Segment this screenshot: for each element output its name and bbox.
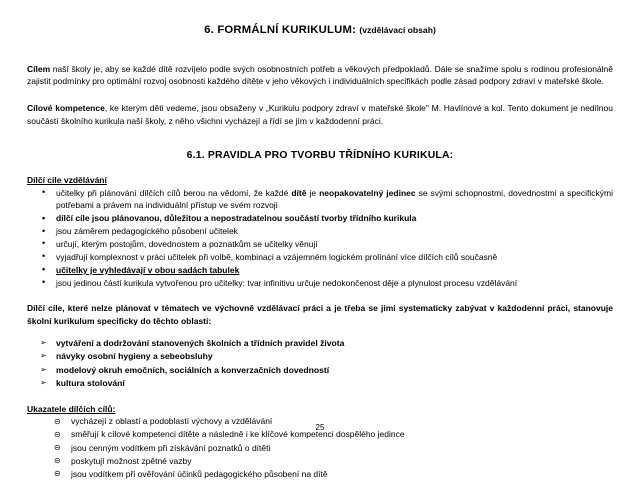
list-item-text: kultura stolování	[56, 377, 125, 388]
areas-list	[27, 337, 613, 390]
page-title	[27, 24, 613, 38]
list-item-text: modelový okruh emočních, sociálních a konverzačních dovedností	[56, 364, 330, 375]
list-item	[27, 468, 613, 481]
list-item	[27, 238, 613, 250]
list-item-text: učitelky při plánování dílčích cílů berou na vědomí, že každé	[56, 187, 292, 198]
partial-goals-list	[27, 187, 613, 290]
list-item-text: se svými schopnostmi, dovednostmi a specifickými potřebami a právem na individuální přístup ve svém rozvoji	[56, 187, 613, 211]
middle-paragraph: Dílčí cíle, které nelze plánovat v tématech ve výchovně vzdělávací práci a je třeba se jimi systematicky zabývat v každodenní práci, stanovuje školní kurikulum specificky do těchto oblastí:	[27, 303, 613, 327]
page-title-subtitle: (vzdělávací obsah)	[359, 25, 436, 35]
list-item	[27, 187, 613, 212]
page-number: 25	[315, 423, 325, 432]
list-item-text: jsou záměrem pedagogického působení učitelek	[56, 226, 238, 236]
list-item	[27, 277, 613, 289]
list-item-text: vytváření a dodržování stanovených školních a třídních pravidel života	[56, 337, 345, 348]
list-item-text: neopakovatelný jedinec	[319, 187, 416, 198]
list-item	[27, 337, 613, 350]
list-item-text: dílčí cíle jsou plánovanou, důležitou a nepostradatelnou součástí tvorby třídního kurikula	[56, 213, 417, 224]
intro-paragraph-body: naší školy je, aby se každé dítě rozvíjelo podle svých osobnostních potřeb a věkových předpokladů. Dále se snažíme spolu s rodinou profesionálně zajistit podmínky pro optimální rozvoj osobnosti každého dítěte v jeho věkových i individuálních specifikách podle zásad podpory zdraví v mateřské škole.	[27, 63, 613, 87]
competences-paragraph	[27, 102, 613, 128]
subheading-indicators: Ukazatele dílčích cílů:	[27, 404, 116, 415]
list-item-text: návyky osobní hygieny a sebeobsluhy	[56, 351, 213, 362]
subheading-partial-goals: Dílčí cíle vzdělávání	[27, 174, 107, 185]
intro-paragraph	[27, 63, 613, 89]
list-item-text: určují, kterým postojům, dovednostem a poznatkům se učitelky věnují	[56, 238, 318, 249]
competences-paragraph-body: , ke kterým děti vedeme, jsou obsaženy v „Kurikulu podpory zdraví v mateřské škole" M. Havlínové a kol. Tento dokument je nedílnou součástí školního kurikula naší školy, z něho všichni vycházejí a řídí se jím v každodenní práci.	[27, 103, 613, 126]
list-item-text: poskytují možnost zpětné vazby	[71, 455, 192, 466]
list-item	[27, 455, 613, 468]
list-item-text: směřují k cílové kompetenci dítěte a následně i ke klíčové kompetenci dospělého jedince	[71, 429, 405, 440]
list-item-text: vyjadřují komplexnost v práci učitelek při volbě, kombinaci a vzájemném logickém prolínání více dílčích cílů současně	[56, 251, 498, 262]
list-item-text: je	[306, 187, 320, 198]
list-item	[27, 212, 613, 224]
competences-paragraph-lead: Cílové kompetence	[27, 103, 105, 114]
list-item-text: jsou jedinou částí kurikula vytvořenou pro učitelky: tvar infinitivu určuje nedokončenost děje a plynulost procesu vzdělávání	[56, 277, 518, 288]
list-item-text: dítě	[291, 187, 307, 198]
list-item	[27, 225, 613, 237]
list-item	[27, 377, 613, 390]
list-item-text: učitelky je vyhledávají v obou sadách tabulek	[56, 264, 240, 275]
list-item	[27, 350, 613, 363]
list-item	[27, 264, 613, 276]
page-title-main: 6. FORMÁLNÍ KURIKULUM:	[204, 24, 357, 36]
section-heading: 6.1. PRAVIDLA PRO TVORBU TŘÍDNÍHO KURIKULA:	[186, 149, 454, 161]
list-item	[27, 251, 613, 263]
list-item-text: jsou cenným vodítkem při získávání poznatků o dítěti	[71, 442, 271, 453]
intro-paragraph-lead: Cílem	[27, 63, 51, 74]
list-item	[27, 364, 613, 377]
list-item-text: jsou vodítkem při ověřování účinků pedagogického působení na dítě	[71, 468, 328, 479]
list-item-text: vycházejí z oblastí a podoblastí výchovy a vzdělávání	[71, 416, 273, 427]
